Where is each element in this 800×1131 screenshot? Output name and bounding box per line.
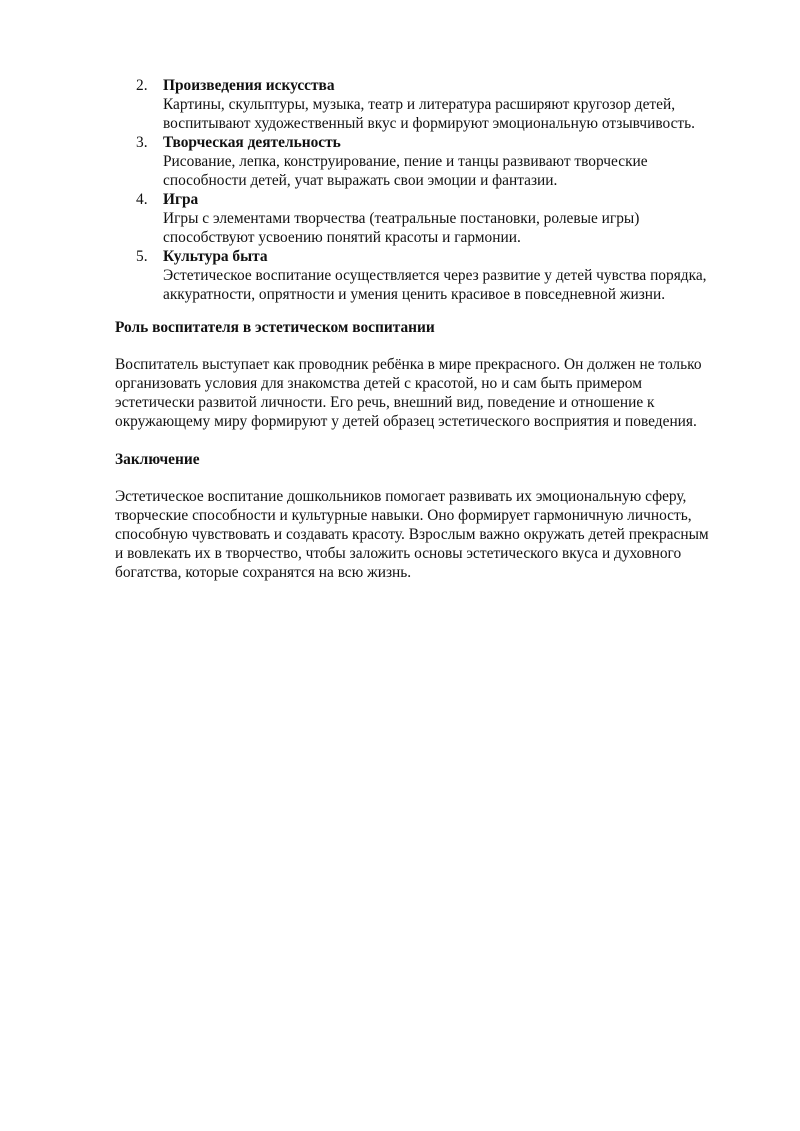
section-paragraph-conclusion: [115, 487, 745, 582]
paragraph-line: богатства, которые сохранятся на всю жизнь.: [115, 564, 412, 581]
numbered-list: [136, 76, 756, 304]
list-item-title: Культура быта: [163, 248, 268, 265]
list-item-body: [163, 133, 756, 190]
paragraph-line: способную чувствовать и создавать красоту. Взрослым важно окружать детей прекрасным: [115, 526, 709, 543]
list-item-title: Игра: [163, 191, 199, 208]
list-item-title: Творческая деятельность: [163, 134, 341, 151]
list-item: [136, 133, 756, 190]
list-item-desc-line: воспитывают художественный вкус и формируют эмоциональную отзывчивость.: [163, 115, 696, 132]
paragraph-line: Эстетическое воспитание дошкольников помогает развивать их эмоциональную сферу,: [115, 488, 687, 505]
section-paragraph-role: [115, 355, 745, 431]
list-item-body: [163, 76, 756, 133]
paragraph-line: окружающему миру формируют у детей образец эстетического восприятия и поведения.: [115, 413, 697, 430]
list-item-body: [163, 247, 756, 304]
list-item-body: [163, 190, 756, 247]
paragraph-line: Воспитатель выступает как проводник ребёнка в мире прекрасного. Он должен не только: [115, 356, 702, 373]
list-item-title: Произведения искусства: [163, 77, 335, 94]
list-item-desc-line: Игры с элементами творчества (театральные постановки, ролевые игры): [163, 210, 640, 227]
list-item-desc-line: Картины, скульптуры, музыка, театр и литература расширяют кругозор детей,: [163, 96, 676, 113]
list-item-number: 3.: [136, 134, 148, 151]
section-heading-role: Роль воспитателя в эстетическом воспитании: [115, 319, 435, 336]
paragraph-line: и вовлекать их в творчество, чтобы заложить основы эстетического вкуса и духовного: [115, 545, 682, 562]
list-item: [136, 247, 756, 304]
list-item-desc-line: аккуратности, опрятности и умения ценить красивое в повседневной жизни.: [163, 286, 666, 303]
list-item-number: 4.: [136, 191, 148, 208]
section-heading-conclusion: Заключение: [115, 451, 200, 468]
list-item-desc-line: Эстетическое воспитание осуществляется через развитие у детей чувства порядка,: [163, 267, 707, 284]
list-item-desc-line: Рисование, лепка, конструирование, пение и танцы развивают творческие: [163, 153, 648, 170]
list-item-desc-line: способности детей, учат выражать свои эмоции и фантазии.: [163, 172, 558, 189]
list-item: [136, 190, 756, 247]
paragraph-line: эстетически развитой личности. Его речь, внешний вид, поведение и отношение к: [115, 394, 655, 411]
paragraph-line: организовать условия для знакомства детей с красотой, но и сам быть примером: [115, 375, 642, 392]
list-item-number: 5.: [136, 248, 148, 265]
list-item: [136, 76, 756, 133]
list-item-desc-line: способствуют усвоению понятий красоты и гармонии.: [163, 229, 521, 246]
list-item-number: 2.: [136, 77, 148, 94]
paragraph-line: творческие способности и культурные навыки. Оно формирует гармоничную личность,: [115, 507, 692, 524]
